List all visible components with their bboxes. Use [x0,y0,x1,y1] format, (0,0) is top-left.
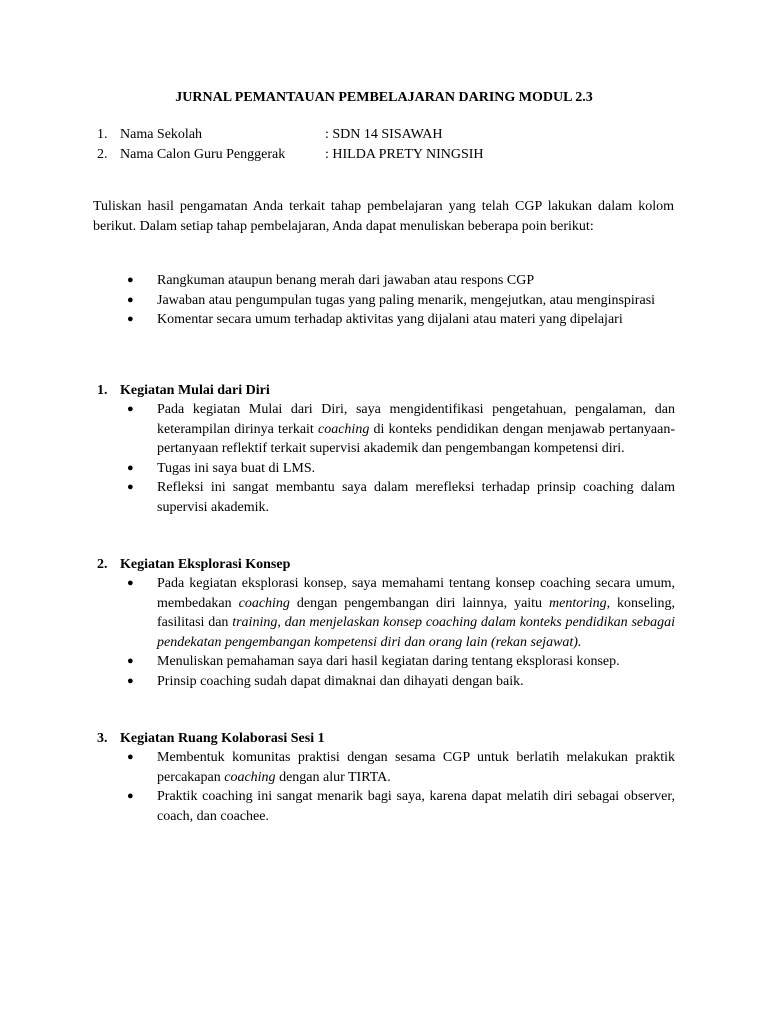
point-text: Praktik coaching ini sangat menarik bagi saya, karena dapat melatih diri sebagai observer, coach, dan coachee. [157,789,675,824]
section-heading-ruang-kolaborasi [97,729,325,749]
guide-point-text: Jawaban atau pengumpulan tugas yang paling menarik, mengejutkan, atau menginspirasi [157,292,656,308]
list-item [127,459,675,479]
list-item [127,271,675,291]
list-item [127,787,675,826]
section-title: Kegiatan Eksplorasi Konsep [120,557,291,572]
bullet-icon: ● [127,790,134,802]
intro-paragraph: Tuliskan hasil pengamatan Anda terkait tahap pembelajaran yang telah CGP lakukan dalam kolom berikut. Dalam setiap tahap pembelajaran, Anda dapat menuliskan beberapa poin berikut: [93,199,674,234]
bullet-icon: ● [127,313,134,325]
section-heading-mulai-dari-diri [97,381,270,401]
identity-label: Nama Calon Guru Penggerak [120,147,286,162]
bullet-icon: ● [127,655,134,667]
point-text: Tugas ini saya buat di LMS. [157,460,316,476]
section-title: Kegiatan Ruang Kolaborasi Sesi 1 [120,731,325,746]
section-number: 3. [97,731,108,746]
bullet-icon: ● [127,674,134,687]
point-text: Menuliskan pemahaman saya dari hasil kegiatan daring tentang eksplorasi konsep. [157,654,620,669]
bullet-icon: ● [127,274,134,286]
identity-number: 2. [97,147,108,162]
section-2-points [127,574,675,691]
identity-value: : HILDA PRETY NINGSIH [325,147,484,162]
list-item [127,400,675,459]
point-text: Pada kegiatan eksplorasi konsep, saya memahami tentang konsep coaching secara umum, membedakan coaching dengan pengembangan diri lainnya, yaitu mentoring, konseling, fasilitasi dan training, dan menjelaskan konsep coaching dalam konteks pendidikan sebagai pendekatan pengembangan kompetensi diri dan orang lain (rekan sejawat). [157,576,675,650]
section-number: 2. [97,557,108,572]
list-item [127,478,675,517]
section-1-points [127,400,675,517]
bullet-icon: ● [127,403,134,415]
identity-list [97,125,697,165]
list-item [127,748,675,787]
point-text: Pada kegiatan Mulai dari Diri, saya mengidentifikasi pengetahuan, pengalaman, dan keterampilan dirinya terkait coaching di konteks pendidikan dengan menjawab pertanyaan-pertanyaan reflektif terkait supervisi akademik dan pengembangan kompetensi diri. [157,402,675,456]
section-3-points [127,748,675,826]
section-title: Kegiatan Mulai dari Diri [120,383,270,398]
bullet-icon: ● [127,577,134,589]
section-heading-eksplorasi-konsep [97,555,290,575]
list-item [127,291,675,311]
list-item [127,574,675,652]
point-text: Prinsip coaching sudah dapat dimaknai dan dihayati dengan baik. [157,673,524,689]
point-text: Membentuk komunitas praktisi dengan sesama CGP untuk berlatih melakukan praktik percakapan coaching dengan alur TIRTA. [157,750,675,785]
list-item [127,652,675,672]
guide-point-text: Rangkuman ataupun benang merah dari jawaban atau respons CGP [157,273,535,288]
document-title: JURNAL PEMANTAUAN PEMBELAJARAN DARING MODUL 2.3 [175,90,593,105]
guide-point-text: Komentar secara umum terhadap aktivitas yang dijalani atau materi yang dipelajari [157,312,623,327]
bullet-icon: ● [127,751,134,763]
section-number: 1. [97,383,108,398]
identity-value: : SDN 14 SISAWAH [325,127,443,142]
guide-points-list [127,271,675,330]
identity-label: Nama Sekolah [120,127,203,142]
bullet-icon: ● [127,293,134,306]
identity-row-school [97,125,697,145]
bullet-icon: ● [127,461,134,474]
bullet-icon: ● [127,481,134,493]
list-item [127,310,675,330]
identity-number: 1. [97,127,108,142]
point-text: Refleksi ini sangat membantu saya dalam merefleksi terhadap prinsip coaching dalam supervisi akademik. [157,480,675,515]
list-item [127,672,675,692]
identity-row-teacher [97,145,697,165]
